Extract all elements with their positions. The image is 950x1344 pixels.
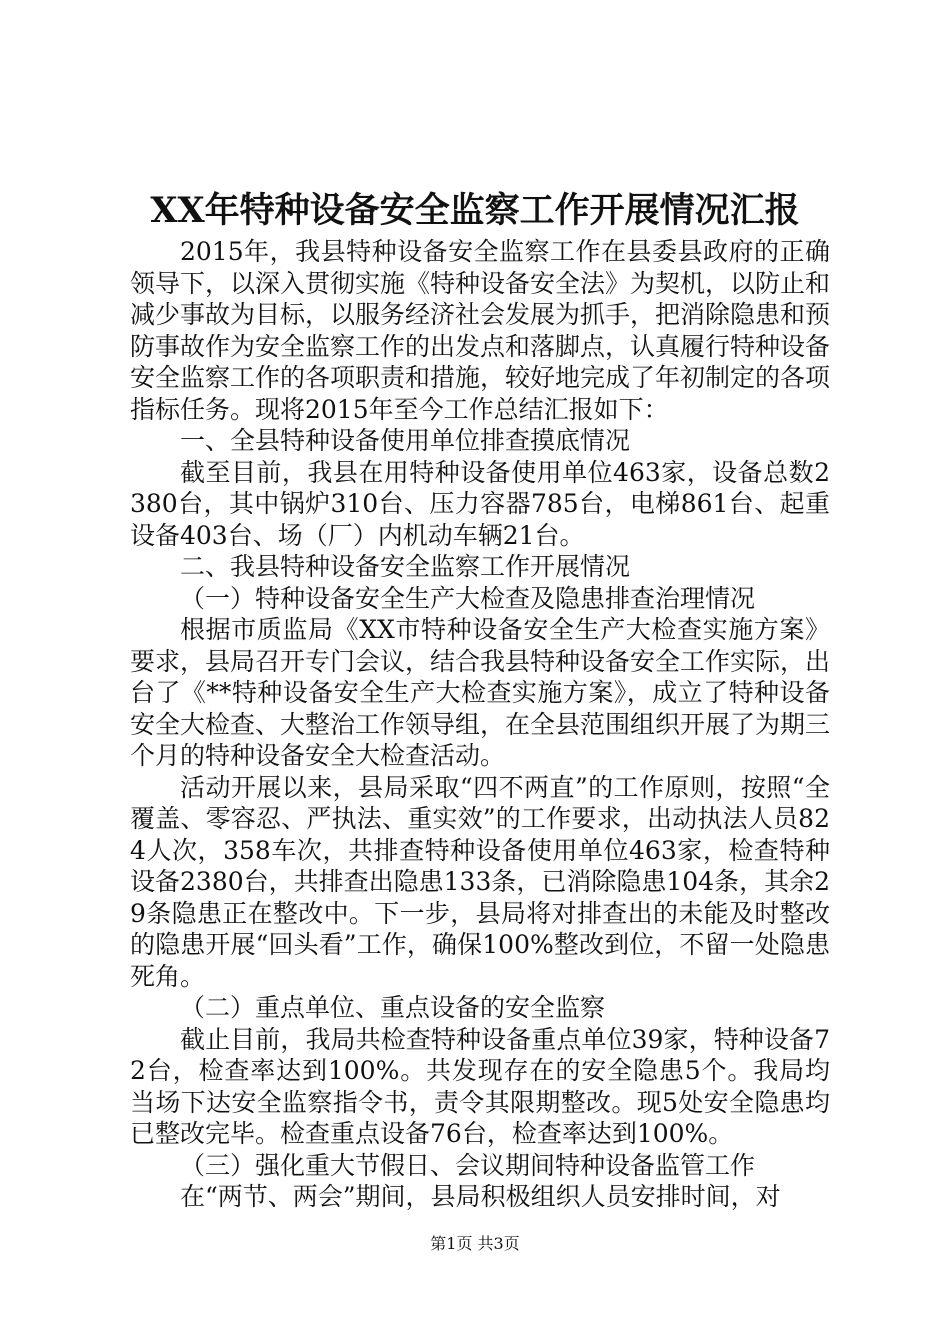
subsection-heading-1: （一）特种设备安全生产大检查及隐患排查治理情况 — [180, 583, 756, 613]
page-footer: 第1页 共3页 — [430, 1234, 520, 1253]
paragraph-inspection-plan: 根据市质监局《XX市特种设备安全生产大检查实施方案》要求，县局召开专门会议，结合我县特种设备安全工作实际，出台了《**特种设备安全生产大检查实施方案》，成立了特种设备安全大检查、大整治工作领导组，在全县范围组织开展了为期三个月的特种设备安全大检查活动。 — [130, 615, 831, 770]
paragraph-inspection-activity: 活动开展以来，县局采取“四不两直”的工作原则，按照“全覆盖、零容忍、严执法、重实效”的工作要求，出动执法人员824人次，358车次，共排查特种设备使用单位463家，检查特种设备2380台，共排查出隐患133条，已消除隐患104条，其余29条隐患正在整改中。下一步，县局将对排查出的未能及时整改的隐患开展“回头看”工作，确保100%整改到位，不留一处隐患死角。 — [130, 772, 830, 991]
document-title: XX年特种设备安全监察工作开展情况汇报 — [150, 190, 800, 231]
subsection-heading-2: （二）重点单位、重点设备的安全监察 — [180, 993, 606, 1022]
section-heading-2: 二、我县特种设备安全监察工作开展情况 — [180, 552, 631, 581]
section-heading-1: 一、全县特种设备使用单位排查摸底情况 — [180, 426, 631, 455]
subsection-heading-3: （三）强化重大节假日、会议期间特种设备监管工作 — [180, 1150, 756, 1180]
paragraph-intro: 2015年，我县特种设备安全监察工作在县委县政府的正确领导下，以深入贯彻实施《特种设备安全法》为契机，以防止和减少事故为目标，以服务经济社会发展为抓手，把消除隐患和预防事故作为安全监察工作的出发点和落脚点，认真履行特种设备安全监察工作的各项职责和措施，较好地完成了年初制定的各项指标任务。现将2015年至今工作总结汇报如下： — [130, 237, 831, 424]
paragraph-survey: 截至目前，我县在用特种设备使用单位463家，设备总数2380台，其中锅炉310台、压力容器785台，电梯861台、起重设备403台、场（厂）内机动车辆21台。 — [130, 457, 830, 550]
paragraph-key-units: 截止目前，我局共检查特种设备重点单位39家，特种设备72台，检查率达到100%。共发现存在的安全隐患5个。我局均当场下达安全监察指令书，责令其限期整改。现5处安全隐患均已整改完毕。检查重点设备76台，检查率达到100%。 — [130, 1024, 830, 1148]
paragraph-holidays: 在“两节、两会”期间，县局积极组织人员安排时间，对 — [180, 1182, 781, 1211]
document-body — [130, 236, 830, 1213]
